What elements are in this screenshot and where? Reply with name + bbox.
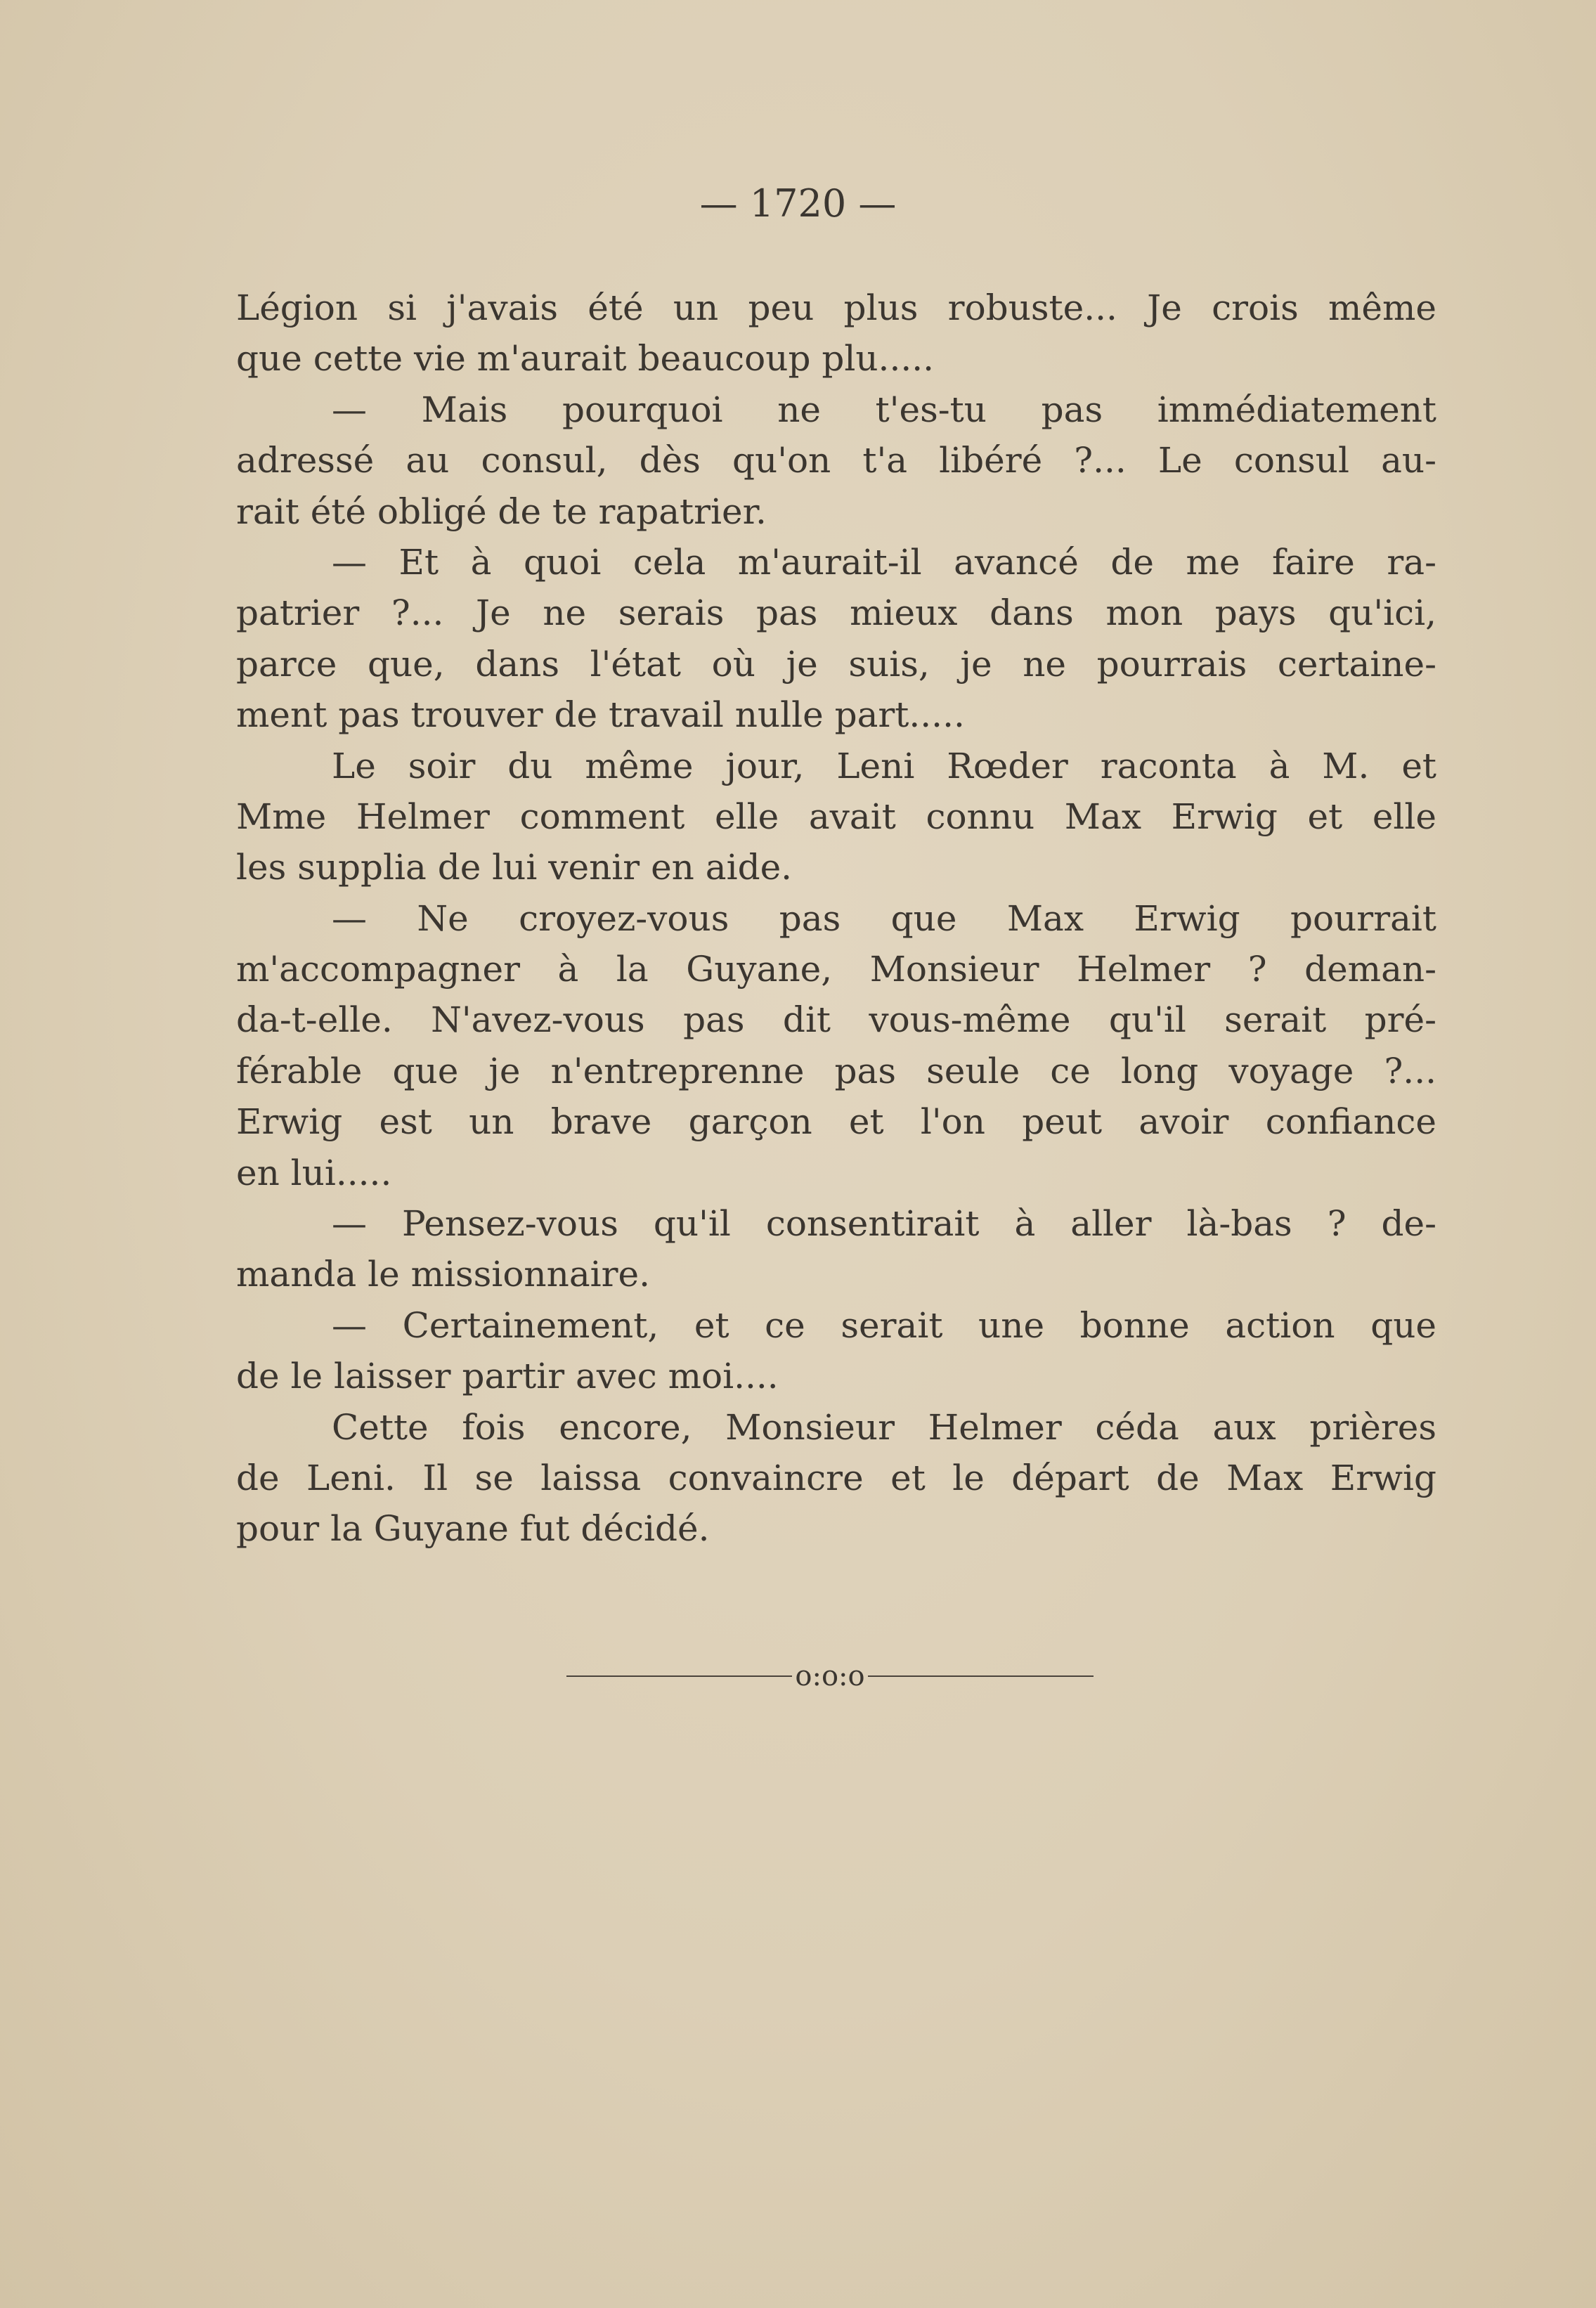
text-line: Légion si j'avais été un peu plus robuste... Je crois même [236, 287, 1436, 328]
page-number: — 1720 — [699, 181, 897, 226]
text-line: férable que je n'entreprenne pas seule ce long voyage ?... [236, 1050, 1436, 1091]
text-line: Erwig est un brave garçon et l'on peut avoir confiance [236, 1101, 1436, 1143]
text-line: ment pas trouver de travail nulle part..... [236, 694, 965, 736]
text-line: — Mais pourquoi ne t'es-tu pas immédiatement [332, 389, 1436, 430]
text-line: de Leni. Il se laissa convaincre et le départ de Max Erwig [236, 1457, 1436, 1498]
text-line: les supplia de lui venir en aide. [236, 847, 793, 888]
separator-rule-right [868, 1675, 1094, 1677]
text-line: Mme Helmer comment elle avait connu Max Erwig et elle [236, 796, 1436, 837]
text-line: — Pensez-vous qu'il consentirait à aller là-bas ? de- [332, 1203, 1436, 1245]
text-line: parce que, dans l'état où je suis, je ne pourrais certaine- [236, 643, 1436, 685]
text-line: — Ne croyez-vous pas que Max Erwig pourrait [332, 897, 1436, 939]
separator-rule-left [566, 1675, 792, 1677]
separator-mark: o:o:o [795, 1660, 865, 1692]
text-line: de le laisser partir avec moi.... [236, 1356, 779, 1397]
text-line: Cette fois encore, Monsieur Helmer céda aux prières [332, 1406, 1436, 1448]
text-line: — Et à quoi cela m'aurait-il avancé de me faire ra- [332, 541, 1436, 583]
section-separator [566, 1660, 1094, 1692]
body-text [236, 283, 1436, 1555]
text-line: manda le missionnaire. [236, 1254, 651, 1295]
text-line: — Certainement, et ce serait une bonne action que [332, 1304, 1436, 1346]
text-line: adressé au consul, dès qu'on t'a libéré ?... Le consul au- [236, 440, 1436, 481]
text-line: patrier ?... Je ne serais pas mieux dans mon pays qu'ici, [236, 592, 1436, 634]
text-line: pour la Guyane fut décidé. [236, 1508, 710, 1550]
text-line: m'accompagner à la Guyane, Monsieur Helmer ? deman- [236, 949, 1436, 990]
text-line: Le soir du même jour, Leni Rœder raconta à M. et [332, 745, 1436, 786]
text-line: rait été obligé de te rapatrier. [236, 491, 767, 532]
text-line: que cette vie m'aurait beaucoup plu..... [236, 338, 935, 380]
text-line: da-t-elle. N'avez-vous pas dit vous-même qu'il serait pré- [236, 999, 1436, 1041]
text-line: en lui..... [236, 1152, 392, 1193]
